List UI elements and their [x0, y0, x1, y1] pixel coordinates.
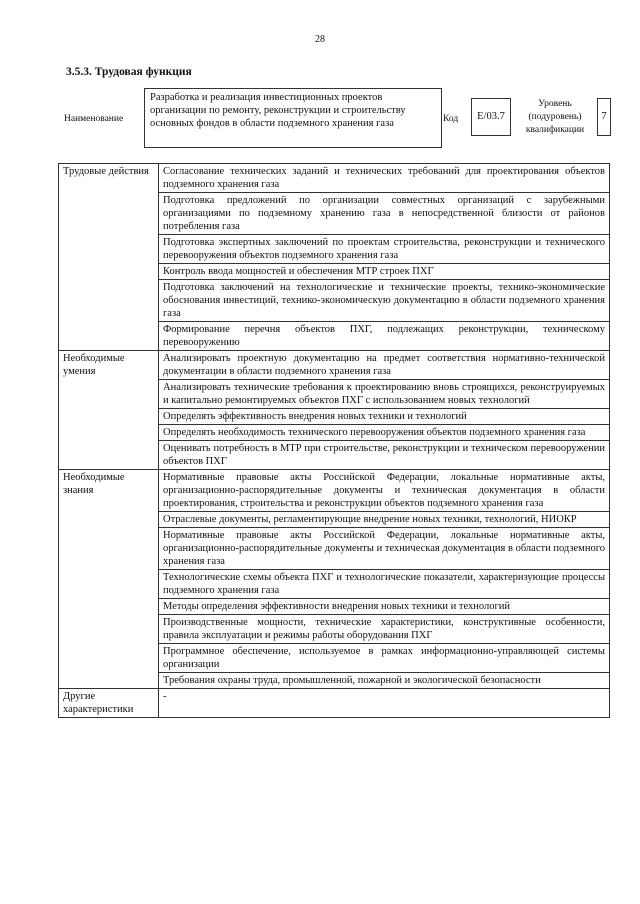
item-cell: Отраслевые документы, регламентирующие внедрение новых техники, технологий, НИОКР	[159, 512, 610, 528]
page-number: 28	[315, 34, 325, 45]
item-cell: Требования охраны труда, промышленной, пожарной и экологической безопасности	[159, 673, 610, 689]
section-title: 3.5.3. Трудовая функция	[66, 66, 192, 78]
category-cell: Необходимые умения	[59, 351, 159, 470]
category-cell: Другие характеристики	[59, 689, 159, 718]
item-cell: Согласование технических заданий и технических требований для проектирования объектов подземного хранения газа	[159, 164, 610, 193]
name-label: Наименование	[64, 114, 124, 124]
item-cell: Подготовка заключений на технологические и технические проекты, технико-экономические обоснования инвестиций, технико-экономическую документацию в области подземного хранения газа	[159, 280, 610, 322]
item-cell: Определять эффективность внедрения новых техники и технологий	[159, 409, 610, 425]
item-cell: Технологические схемы объекта ПХГ и технологические показатели, характеризующие процессы подземного хранения газа	[159, 570, 610, 599]
level-value: 7	[597, 98, 611, 136]
level-label: Уровень (подуровень) квалификации	[525, 99, 585, 135]
category-cell: Необходимые знания	[59, 470, 159, 689]
item-cell: -	[159, 689, 610, 718]
code-value: E/03.7	[471, 98, 511, 136]
table-row	[59, 351, 610, 380]
name-value: Разработка и реализация инвестиционных проектов организации по ремонту, реконструкции и строительству основных фондов в области подземного хранения газа	[144, 88, 442, 148]
table-row	[59, 689, 610, 718]
function-header	[64, 88, 610, 150]
category-cell: Трудовые действия	[59, 164, 159, 351]
function-table	[58, 163, 610, 718]
item-cell: Анализировать проектную документацию на предмет соответствия нормативно-технической документации в области подземного хранения газа	[159, 351, 610, 380]
table-row	[59, 470, 610, 512]
function-table-body	[59, 164, 610, 718]
item-cell: Анализировать технические требования к проектированию вновь строящихся, реконструируемых и капитально ремонтируемых объектов ПХГ с использованием новых технологий	[159, 380, 610, 409]
item-cell: Формирование перечня объектов ПХГ, подлежащих реконструкции, техническому перевооружению	[159, 322, 610, 351]
item-cell: Оценивать потребность в МТР при строительстве, реконструкции и техническом перевооружении объектов ПХГ	[159, 441, 610, 470]
item-cell: Нормативные правовые акты Российской Федерации, локальные нормативные акты, организационно-распорядительные документы и техническая документация в области подземного хранения газа	[159, 528, 610, 570]
item-cell: Подготовка экспертных заключений по проектам строительства, реконструкции и технического перевооружения объектов подземного хранения газа	[159, 235, 610, 264]
item-cell: Производственные мощности, технические характеристики, конструктивные особенности, правила эксплуатации и режимы работы оборудования ПХГ	[159, 615, 610, 644]
item-cell: Подготовка предложений по организации совместных организаций с зарубежными организациями по подземному хранению газа в непосредственной близости от районов потребления газа	[159, 193, 610, 235]
item-cell: Программное обеспечение, используемое в рамках информационно-управляющей системы организации	[159, 644, 610, 673]
item-cell: Методы определения эффективности внедрения новых техники и технологий	[159, 599, 610, 615]
table-row	[59, 164, 610, 193]
item-cell: Определять необходимость технического перевооружения объектов подземного хранения газа	[159, 425, 610, 441]
item-cell: Контроль ввода мощностей и обеспечения МТР строек ПХГ	[159, 264, 610, 280]
code-label: Код	[443, 114, 459, 124]
item-cell: Нормативные правовые акты Российской Федерации, локальные нормативные акты, организационно-распорядительные документы и техническая документация в области проектирования, строительства и реконструкции объектов подземного хранения газа	[159, 470, 610, 512]
